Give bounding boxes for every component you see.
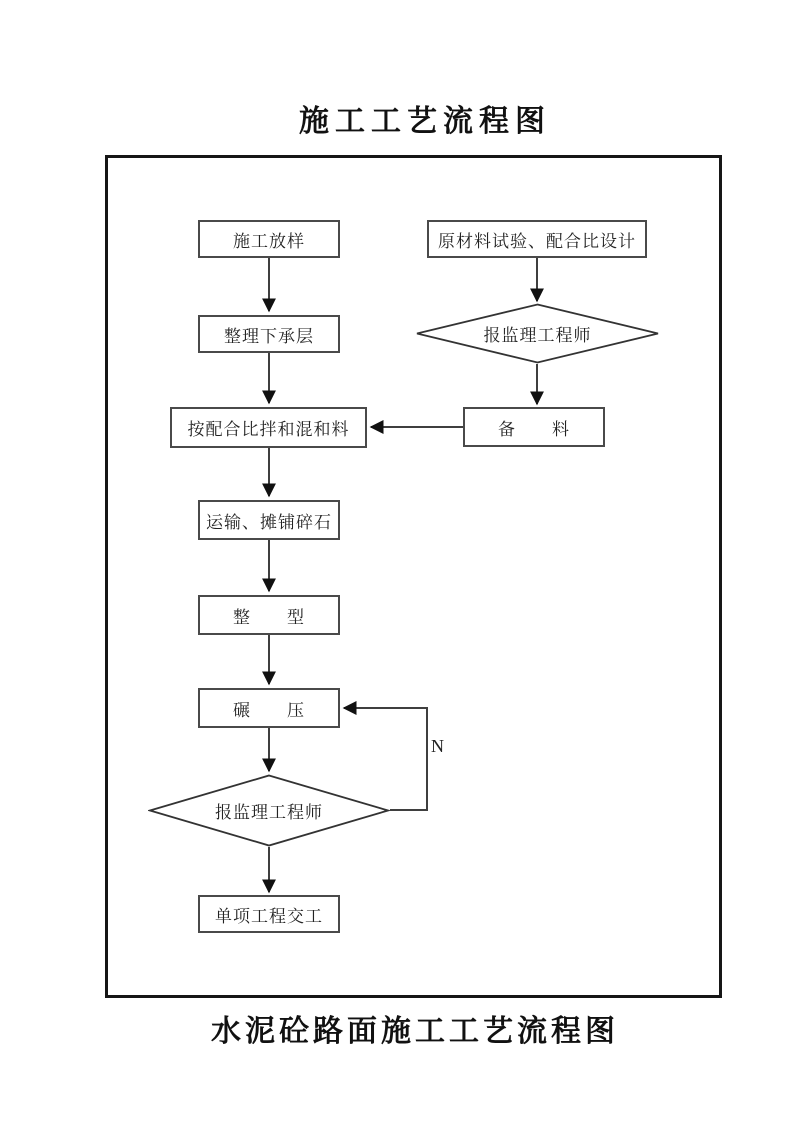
node-shigong-fangyang xyxy=(198,220,340,258)
node-label: 单项工程交工 xyxy=(215,906,323,926)
node-beiliao xyxy=(463,407,605,447)
node-label: 按配合比拌和混和料 xyxy=(187,420,350,439)
node-bao-jianli-left xyxy=(148,774,390,847)
node-label: 报监理工程师 xyxy=(215,803,323,822)
node-zhengli-xiachengceng xyxy=(198,315,340,353)
node-label: 整理下承层 xyxy=(224,326,314,346)
node-zhengxing xyxy=(198,595,340,635)
node-label: 报监理工程师 xyxy=(483,326,592,345)
node-nianya xyxy=(198,688,340,728)
page-title: 施工工艺流程图 xyxy=(299,105,551,138)
node-yuancailiao-shiyan xyxy=(427,220,647,258)
node-label: 原材料试验、配合比设计 xyxy=(438,231,636,251)
node-label: 施工放样 xyxy=(233,231,305,251)
node-label: 整 型 xyxy=(233,607,305,627)
page-caption: 水泥砼路面施工工艺流程图 xyxy=(211,1015,619,1048)
node-label: 备 料 xyxy=(498,419,570,439)
node-label: 碾 压 xyxy=(233,700,305,720)
node-banhe-hunheliao xyxy=(170,407,367,448)
node-bao-jianli-right xyxy=(415,303,660,364)
node-yunshu-tanpu xyxy=(198,500,340,540)
node-danxiang-jiaogong xyxy=(198,895,340,933)
flowchart-frame xyxy=(105,155,722,998)
loop-label-n: N xyxy=(431,736,444,756)
node-label: 运输、摊铺碎石 xyxy=(206,512,332,532)
